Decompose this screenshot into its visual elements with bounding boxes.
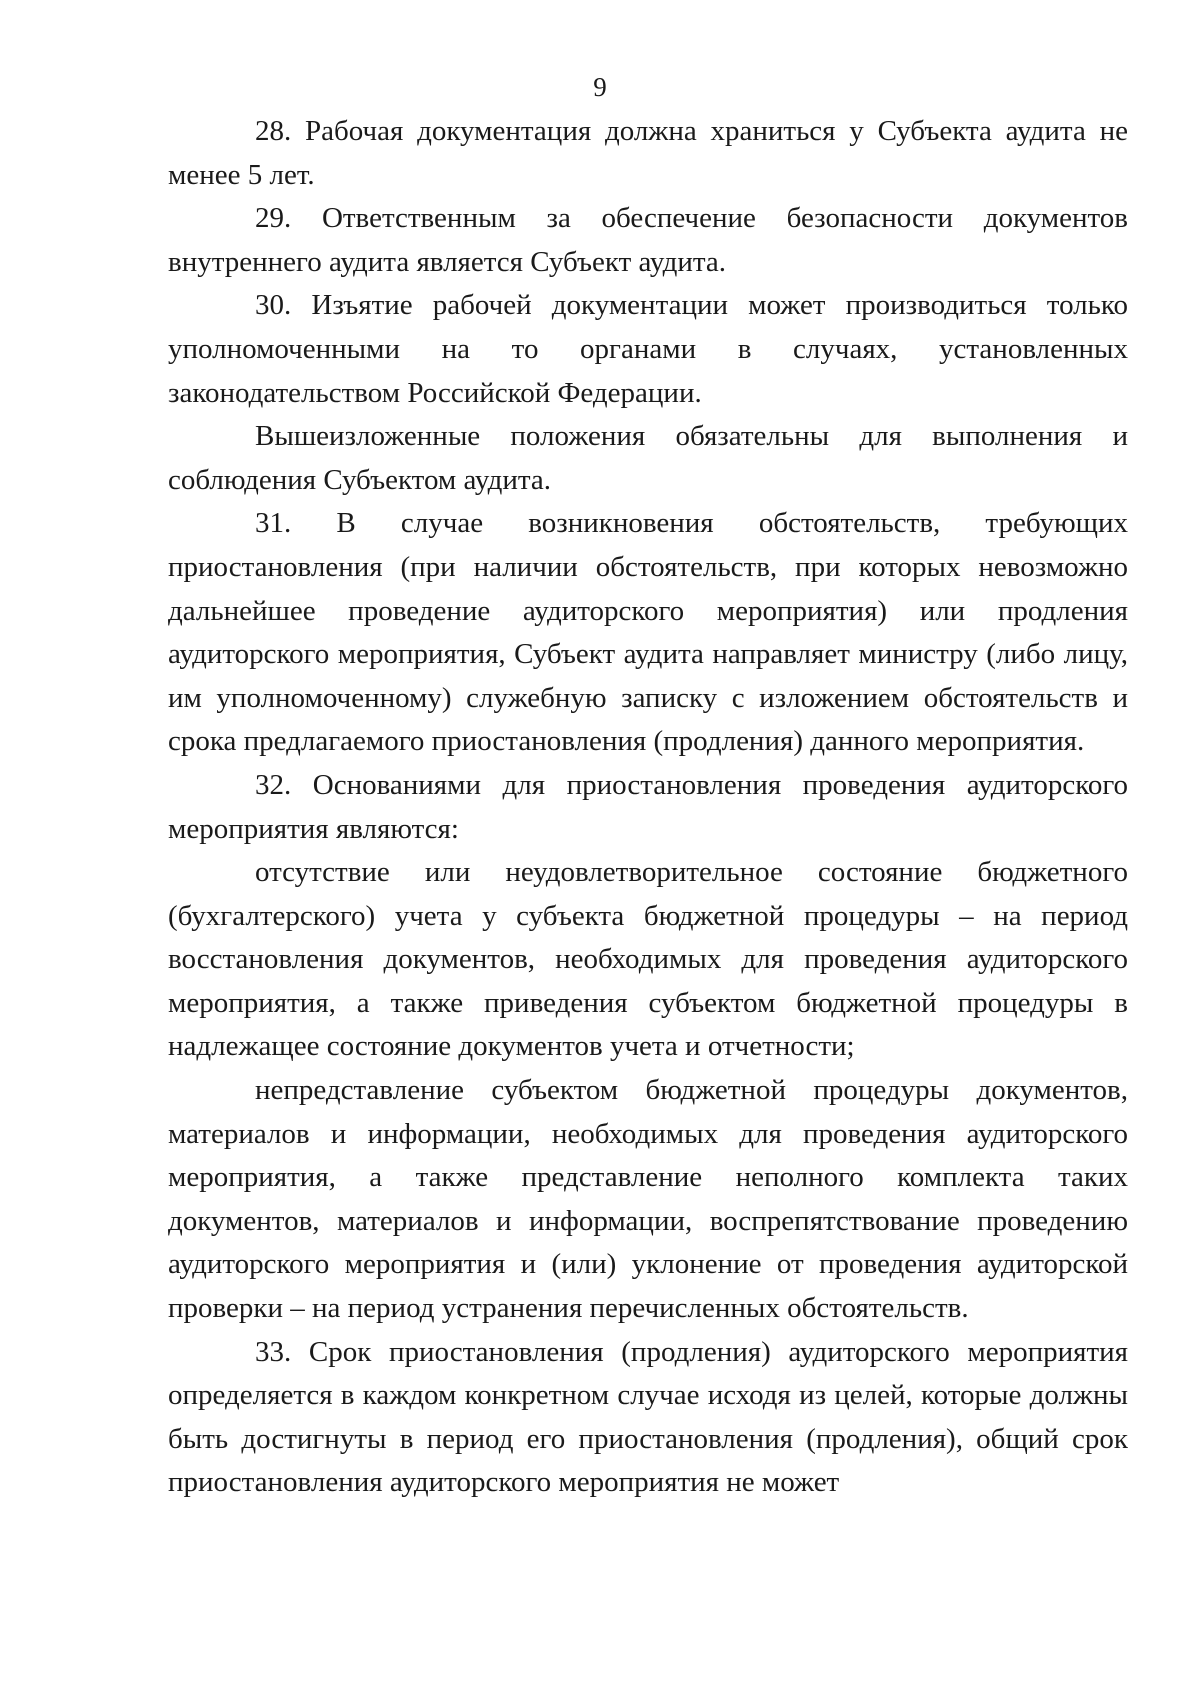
page-number: 9 — [593, 72, 607, 102]
paragraph-29: 29. Ответственным за обеспечение безопасности документов внутреннего аудита является Субъект аудита. — [168, 202, 1128, 278]
paragraph-32-item-2: непредставление субъектом бюджетной процедуры документов, материалов и информации, необходимых для проведения аудиторского мероприятия, а также представление неполного комплекта таких документов, материалов и информации, воспрепятствование проведению аудиторского мероприятия и (или) уклонение от проведения аудиторской проверки – на период устранения перечисленных обстоятельств. — [168, 1074, 1128, 1325]
paragraph-32: 32. Основаниями для приостановления проведения аудиторского мероприятия являются: — [168, 768, 1128, 845]
paragraph-31: 31. В случае возникновения обстоятельств, требующих приостановления (при наличии обстоятельств, при которых невозможно дальнейшее проведение аудиторского мероприятия) или продления аудиторского мероприятия, Субъект аудита направляет министру (либо лицу, им уполномоченному) служебную записку с изложением обстоятельств и срока предлагаемого приостановления (продления) данного мероприятия. — [168, 507, 1128, 758]
paragraph-30: 30. Изъятие рабочей документации может производиться только уполномоченными на то органами в случаях, установленных законодательством Российской Федерации. — [168, 289, 1128, 409]
paragraph-28: 28. Рабочая документация должна храниться у Субъекта аудита не менее 5 лет. — [168, 115, 1128, 191]
document-body — [168, 110, 1128, 1505]
paragraph-obligations: Вышеизложенные положения обязательны для выполнения и соблюдения Субъектом аудита. — [168, 420, 1128, 496]
paragraph-33: 33. Срок приостановления (продления) аудиторского мероприятия определяется в каждом конкретном случае исходя из целей, которые должны быть достигнуты в период его приостановления (продления), общий срок приостановления аудиторского мероприятия не может — [168, 1335, 1128, 1499]
paragraph-32-item-1: отсутствие или неудовлетворительное состояние бюджетного (бухгалтерского) учета у субъекта бюджетной процедуры – на период восстановления документов, необходимых для проведения аудиторского мероприятия, а также приведения субъектом бюджетной процедуры в надлежащее состояние документов учета и отчетности; — [168, 856, 1128, 1063]
